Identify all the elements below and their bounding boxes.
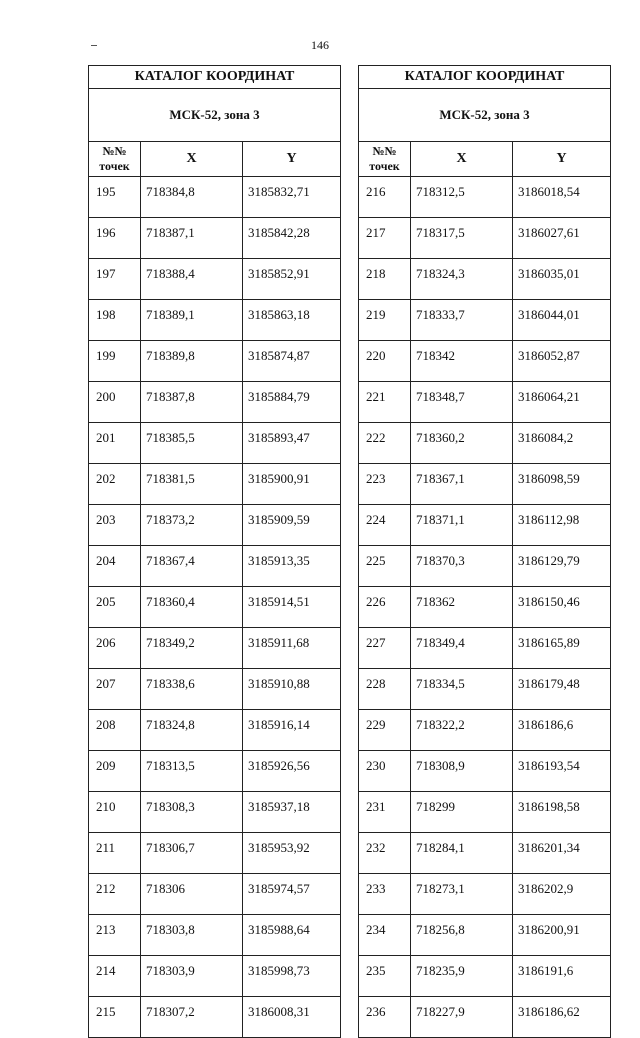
point-number-cell: 213 (89, 915, 141, 956)
y-coordinate-cell: 3185913,35 (243, 546, 341, 587)
table-row (89, 587, 341, 628)
x-coordinate-cell: 718387,1 (141, 218, 243, 259)
point-number-cell: 222 (359, 423, 411, 464)
x-coordinate-cell: 718349,2 (141, 628, 243, 669)
x-coordinate-cell: 718388,4 (141, 259, 243, 300)
table-row (359, 874, 611, 915)
table-row (89, 956, 341, 997)
y-coordinate-cell: 3185863,18 (243, 300, 341, 341)
table-row (359, 915, 611, 956)
x-coordinate-cell: 718362 (411, 587, 513, 628)
y-coordinate-cell: 3186200,91 (513, 915, 611, 956)
y-coordinate-cell: 3186179,48 (513, 669, 611, 710)
y-coordinate-cell: 3185974,57 (243, 874, 341, 915)
y-coordinate-cell: 3186084,2 (513, 423, 611, 464)
table-row (89, 505, 341, 546)
x-coordinate-cell: 718342 (411, 341, 513, 382)
point-number-cell: 209 (89, 751, 141, 792)
point-number-cell: 220 (359, 341, 411, 382)
point-number-cell: 202 (89, 464, 141, 505)
point-number-cell: 196 (89, 218, 141, 259)
point-number-cell: 231 (359, 792, 411, 833)
y-coordinate-cell: 3185911,68 (243, 628, 341, 669)
point-number-cell: 226 (359, 587, 411, 628)
table-row (359, 997, 611, 1038)
table-row (359, 710, 611, 751)
x-header: X (141, 142, 243, 177)
point-number-cell: 210 (89, 792, 141, 833)
x-coordinate-cell: 718307,2 (141, 997, 243, 1038)
y-coordinate-cell: 3185926,56 (243, 751, 341, 792)
point-number-cell: 203 (89, 505, 141, 546)
x-coordinate-cell: 718284,1 (411, 833, 513, 874)
y-coordinate-cell: 3186027,61 (513, 218, 611, 259)
table-row (89, 300, 341, 341)
point-number-cell: 204 (89, 546, 141, 587)
table-row (359, 546, 611, 587)
table-row (359, 587, 611, 628)
point-number-cell: 219 (359, 300, 411, 341)
x-coordinate-cell: 718322,2 (411, 710, 513, 751)
table-row (89, 382, 341, 423)
y-coordinate-cell: 3186186,62 (513, 997, 611, 1038)
y-coordinate-cell: 3186035,01 (513, 259, 611, 300)
y-coordinate-cell: 3185874,87 (243, 341, 341, 382)
x-coordinate-cell: 718299 (411, 792, 513, 833)
point-number-cell: 221 (359, 382, 411, 423)
table-row (89, 177, 341, 218)
y-coordinate-cell: 3185884,79 (243, 382, 341, 423)
table-row (359, 464, 611, 505)
point-number-cell: 200 (89, 382, 141, 423)
x-coordinate-cell: 718389,8 (141, 341, 243, 382)
y-coordinate-cell: 3185953,92 (243, 833, 341, 874)
table-row (359, 259, 611, 300)
y-coordinate-cell: 3185937,18 (243, 792, 341, 833)
table-row (359, 751, 611, 792)
y-coordinate-cell: 3186129,79 (513, 546, 611, 587)
point-number-cell: 195 (89, 177, 141, 218)
point-number-cell: 225 (359, 546, 411, 587)
x-coordinate-cell: 718324,3 (411, 259, 513, 300)
y-coordinate-cell: 3185998,73 (243, 956, 341, 997)
coordinate-catalog-table-left (88, 65, 341, 1038)
x-coordinate-cell: 718334,5 (411, 669, 513, 710)
y-coordinate-cell: 3186198,58 (513, 792, 611, 833)
x-coordinate-cell: 718360,4 (141, 587, 243, 628)
x-coordinate-cell: 718373,2 (141, 505, 243, 546)
y-coordinate-cell: 3186052,87 (513, 341, 611, 382)
scan-mark (91, 45, 97, 46)
table-subtitle: МСК-52, зона 3 (89, 89, 341, 142)
table-row (359, 300, 611, 341)
point-number-cell: 201 (89, 423, 141, 464)
table-row (359, 628, 611, 669)
x-coordinate-cell: 718367,4 (141, 546, 243, 587)
point-number-cell: 212 (89, 874, 141, 915)
point-number-cell: 216 (359, 177, 411, 218)
table-row (89, 464, 341, 505)
y-header: Y (243, 142, 341, 177)
x-header: X (411, 142, 513, 177)
table-row (89, 669, 341, 710)
table-row (89, 546, 341, 587)
y-coordinate-cell: 3185909,59 (243, 505, 341, 546)
y-coordinate-cell: 3185914,51 (243, 587, 341, 628)
x-coordinate-cell: 718235,9 (411, 956, 513, 997)
x-coordinate-cell: 718389,1 (141, 300, 243, 341)
y-coordinate-cell: 3185852,91 (243, 259, 341, 300)
x-coordinate-cell: 718324,8 (141, 710, 243, 751)
point-number-cell: 198 (89, 300, 141, 341)
x-coordinate-cell: 718306,7 (141, 833, 243, 874)
y-coordinate-cell: 3186008,31 (243, 997, 341, 1038)
table-row (89, 423, 341, 464)
y-coordinate-cell: 3186202,9 (513, 874, 611, 915)
point-number-cell: 235 (359, 956, 411, 997)
x-coordinate-cell: 718306 (141, 874, 243, 915)
y-header: Y (513, 142, 611, 177)
table-subtitle: МСК-52, зона 3 (359, 89, 611, 142)
table-row (89, 218, 341, 259)
point-number-cell: 229 (359, 710, 411, 751)
x-coordinate-cell: 718256,8 (411, 915, 513, 956)
point-number-cell: 207 (89, 669, 141, 710)
point-number-cell: 227 (359, 628, 411, 669)
table-row (89, 792, 341, 833)
x-coordinate-cell: 718333,7 (411, 300, 513, 341)
y-coordinate-cell: 3186193,54 (513, 751, 611, 792)
table-row (359, 669, 611, 710)
x-coordinate-cell: 718384,8 (141, 177, 243, 218)
point-number-cell: 206 (89, 628, 141, 669)
point-number-cell: 199 (89, 341, 141, 382)
x-coordinate-cell: 718387,8 (141, 382, 243, 423)
table-row (359, 341, 611, 382)
y-coordinate-cell: 3185900,91 (243, 464, 341, 505)
page-number: 146 (311, 38, 329, 52)
point-number-cell: 224 (359, 505, 411, 546)
table-row (89, 874, 341, 915)
x-coordinate-cell: 718367,1 (411, 464, 513, 505)
y-coordinate-cell: 3186201,34 (513, 833, 611, 874)
point-number-cell: 236 (359, 997, 411, 1038)
x-coordinate-cell: 718303,8 (141, 915, 243, 956)
table-row (359, 382, 611, 423)
point-number-cell: 234 (359, 915, 411, 956)
y-coordinate-cell: 3186150,46 (513, 587, 611, 628)
point-number-header: №№ точек (359, 142, 411, 177)
table-row (359, 833, 611, 874)
y-coordinate-cell: 3185832,71 (243, 177, 341, 218)
point-number-cell: 211 (89, 833, 141, 874)
table-title: КАТАЛОГ КООРДИНАТ (89, 66, 341, 89)
x-coordinate-cell: 718381,5 (141, 464, 243, 505)
table-row (89, 915, 341, 956)
point-number-cell: 232 (359, 833, 411, 874)
table-row (359, 423, 611, 464)
x-coordinate-cell: 718312,5 (411, 177, 513, 218)
y-coordinate-cell: 3186098,59 (513, 464, 611, 505)
y-coordinate-cell: 3186112,98 (513, 505, 611, 546)
x-coordinate-cell: 718360,2 (411, 423, 513, 464)
x-coordinate-cell: 718338,6 (141, 669, 243, 710)
point-number-header: №№ точек (89, 142, 141, 177)
table-row (89, 751, 341, 792)
table-row (89, 997, 341, 1038)
y-coordinate-cell: 3186044,01 (513, 300, 611, 341)
point-number-cell: 214 (89, 956, 141, 997)
y-coordinate-cell: 3185842,28 (243, 218, 341, 259)
x-coordinate-cell: 718308,9 (411, 751, 513, 792)
y-coordinate-cell: 3185916,14 (243, 710, 341, 751)
table-row (89, 341, 341, 382)
point-number-cell: 230 (359, 751, 411, 792)
x-coordinate-cell: 718273,1 (411, 874, 513, 915)
x-coordinate-cell: 718348,7 (411, 382, 513, 423)
table-row (359, 956, 611, 997)
coordinate-catalog-table-right (358, 65, 611, 1038)
table-row (89, 628, 341, 669)
point-number-cell: 208 (89, 710, 141, 751)
y-coordinate-cell: 3186191,6 (513, 956, 611, 997)
point-number-cell: 223 (359, 464, 411, 505)
table-title: КАТАЛОГ КООРДИНАТ (359, 66, 611, 89)
y-coordinate-cell: 3186018,54 (513, 177, 611, 218)
point-number-cell: 215 (89, 997, 141, 1038)
table-row (359, 177, 611, 218)
table-row (359, 218, 611, 259)
x-coordinate-cell: 718370,3 (411, 546, 513, 587)
table-row (359, 792, 611, 833)
x-coordinate-cell: 718371,1 (411, 505, 513, 546)
table-row (89, 710, 341, 751)
y-coordinate-cell: 3186186,6 (513, 710, 611, 751)
y-coordinate-cell: 3186165,89 (513, 628, 611, 669)
table-row (89, 259, 341, 300)
x-coordinate-cell: 718317,5 (411, 218, 513, 259)
x-coordinate-cell: 718349,4 (411, 628, 513, 669)
y-coordinate-cell: 3185910,88 (243, 669, 341, 710)
table-row (89, 833, 341, 874)
point-number-cell: 218 (359, 259, 411, 300)
table-row (359, 505, 611, 546)
point-number-cell: 217 (359, 218, 411, 259)
y-coordinate-cell: 3185988,64 (243, 915, 341, 956)
point-number-cell: 197 (89, 259, 141, 300)
y-coordinate-cell: 3186064,21 (513, 382, 611, 423)
x-coordinate-cell: 718308,3 (141, 792, 243, 833)
x-coordinate-cell: 718227,9 (411, 997, 513, 1038)
point-number-cell: 205 (89, 587, 141, 628)
x-coordinate-cell: 718313,5 (141, 751, 243, 792)
point-number-cell: 233 (359, 874, 411, 915)
point-number-cell: 228 (359, 669, 411, 710)
x-coordinate-cell: 718303,9 (141, 956, 243, 997)
x-coordinate-cell: 718385,5 (141, 423, 243, 464)
y-coordinate-cell: 3185893,47 (243, 423, 341, 464)
